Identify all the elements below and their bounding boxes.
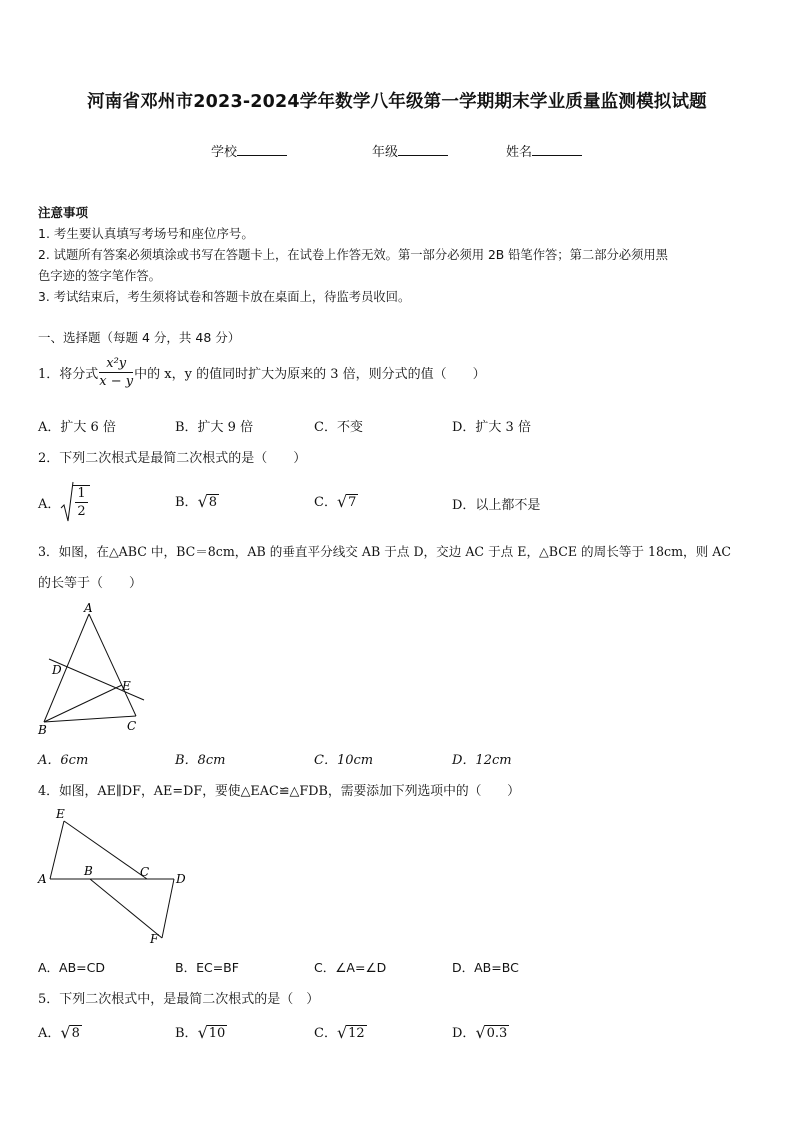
name-field[interactable] <box>506 141 582 160</box>
q3-label-e: E <box>122 679 131 693</box>
q2-option-d[interactable]: D．以上都不是 <box>452 498 541 513</box>
q5-b-sqrt <box>198 1025 228 1041</box>
q1-option-b[interactable]: B．扩大 9 倍 <box>175 420 254 435</box>
question-3-line-1: 3．如图，在△ABC 中，BC＝8cm，AB 的垂直平分线交 AB 于点 D，交边 AC 于点 E，△BCE 的周长等于 18cm，则 AC <box>38 544 731 559</box>
sqrt-symbol-icon: √ <box>197 1023 208 1042</box>
q1-option-d[interactable]: D．扩大 3 倍 <box>452 420 531 435</box>
q5-d-label: D． <box>452 1026 476 1041</box>
section-heading: 一、选择题（每题 4 分，共 48 分） <box>38 330 241 345</box>
q5-option-c[interactable] <box>314 1022 367 1041</box>
q2-option-a[interactable] <box>38 481 91 523</box>
q5-option-b[interactable] <box>175 1022 227 1041</box>
question-5: 5．下列二次根式中，是最简二次根式的是（ ） <box>38 992 320 1007</box>
question-3-line-2: 的长等于（ ） <box>38 576 143 591</box>
q1-fraction <box>99 356 133 389</box>
q1-option-c[interactable]: C．不变 <box>314 420 363 435</box>
school-blank[interactable] <box>237 143 287 156</box>
q3-option-d[interactable]: D．12cm <box>452 753 512 768</box>
q2-c-radicand: 7 <box>348 495 357 510</box>
q5-a-radicand: 8 <box>71 1026 80 1041</box>
sqrt-symbol-icon: √ <box>336 492 348 511</box>
name-blank[interactable] <box>532 143 582 156</box>
q4-option-d[interactable]: D．AB=BC <box>452 960 519 975</box>
q5-c-sqrt <box>337 1025 367 1041</box>
q2-c-label: C． <box>314 495 337 510</box>
sqrt-symbol-icon <box>60 481 74 523</box>
q2-b-radicand: 8 <box>208 495 218 510</box>
q5-d-sqrt <box>475 1025 509 1041</box>
q2-a-numerator: 1 <box>77 486 86 501</box>
q2-option-c[interactable] <box>314 491 358 510</box>
q5-b-radicand: 10 <box>208 1026 226 1041</box>
q3-option-a[interactable]: A．6cm <box>38 753 89 768</box>
q5-option-a[interactable] <box>38 1022 82 1041</box>
q4-option-a[interactable]: A．AB=CD <box>38 960 106 975</box>
q4-label-e: E <box>56 807 65 821</box>
q5-b-label: B． <box>175 1026 198 1041</box>
grade-blank[interactable] <box>398 143 448 156</box>
q2-c-sqrt <box>337 494 358 510</box>
q3-label-d: D <box>52 663 62 677</box>
q4-label-c: C <box>140 865 150 879</box>
school-label: 学校 <box>211 145 238 160</box>
q1-frac-numerator: x²y <box>99 356 133 373</box>
q4-label-f: F <box>150 932 159 946</box>
notice-item-3: 3. 考试结束后，考生须将试卷和答题卡放在桌面上，待监考员收回。 <box>38 290 411 304</box>
notice-item-1: 1. 考生要认真填写考场号和座位序号。 <box>38 226 254 241</box>
school-field[interactable] <box>211 141 287 160</box>
q2-a-label: A． <box>38 496 61 512</box>
q2-option-b[interactable] <box>175 491 219 510</box>
q5-c-radicand: 12 <box>348 1026 365 1041</box>
sqrt-symbol-icon: √ <box>197 492 208 511</box>
q2-b-label: B． <box>175 495 198 510</box>
q2-a-fraction <box>73 485 89 519</box>
sqrt-symbol-icon: √ <box>475 1023 486 1042</box>
grade-label: 年级 <box>372 145 399 160</box>
q1-prefix: 1．将分式 <box>38 367 99 382</box>
q2-a-denominator: 2 <box>77 504 86 519</box>
q3-label-b: B <box>38 723 47 737</box>
q2-b-sqrt <box>198 494 219 510</box>
q4-option-b[interactable]: B．EC=BF <box>175 960 239 975</box>
q4-label-d: D <box>176 872 186 886</box>
q4-option-c[interactable]: C．∠A=∠D <box>314 960 387 975</box>
grade-field[interactable] <box>372 141 448 160</box>
q3-label-c: C <box>127 719 137 733</box>
q3-triangle-figure <box>34 600 154 740</box>
question-4: 4．如图，AE∥DF，AE=DF，要使△EAC≌△FDB，需要添加下列选项中的（ ） <box>38 784 520 799</box>
name-label: 姓名 <box>506 145 533 160</box>
sqrt-symbol-icon: √ <box>336 1023 348 1042</box>
q5-a-label: A． <box>38 1026 61 1041</box>
q3-label-a: A <box>84 601 93 615</box>
q3-option-b[interactable]: B．8cm <box>175 753 226 768</box>
q5-a-sqrt <box>60 1025 81 1041</box>
q5-d-radicand: 0.3 <box>486 1026 508 1041</box>
notice-item-2-cont: 色字迹的签字笔作答。 <box>38 269 161 283</box>
question-2: 2．下列二次根式是最简二次根式的是（ ） <box>38 451 307 466</box>
sqrt-symbol-icon: √ <box>60 1023 71 1042</box>
q4-label-b: B <box>84 864 93 878</box>
q3-option-c[interactable]: C．10cm <box>314 753 374 768</box>
q4-label-a: A <box>38 872 47 886</box>
q1-suffix: 中的 x，y 的值同时扩大为原来的 3 倍，则分式的值（ ） <box>134 367 486 382</box>
question-1 <box>38 356 486 389</box>
page-title: 河南省邓州市2023-2024学年数学八年级第一学期期末学业质量监测模拟试题 <box>87 92 707 112</box>
q1-frac-denominator: x − y <box>99 374 134 389</box>
notice-heading: 注意事项 <box>38 205 89 220</box>
notice-item-2: 2. 试题所有答案必须填涂或书写在答题卡上，在试卷上作答无效。第一部分必须用 2B 铅笔作答；第二部分必须用黑 <box>38 248 668 262</box>
q5-c-label: C． <box>314 1026 337 1041</box>
q4-figure <box>34 805 194 950</box>
q1-option-a[interactable]: A．扩大 6 倍 <box>38 420 116 435</box>
q5-option-d[interactable] <box>452 1022 509 1041</box>
